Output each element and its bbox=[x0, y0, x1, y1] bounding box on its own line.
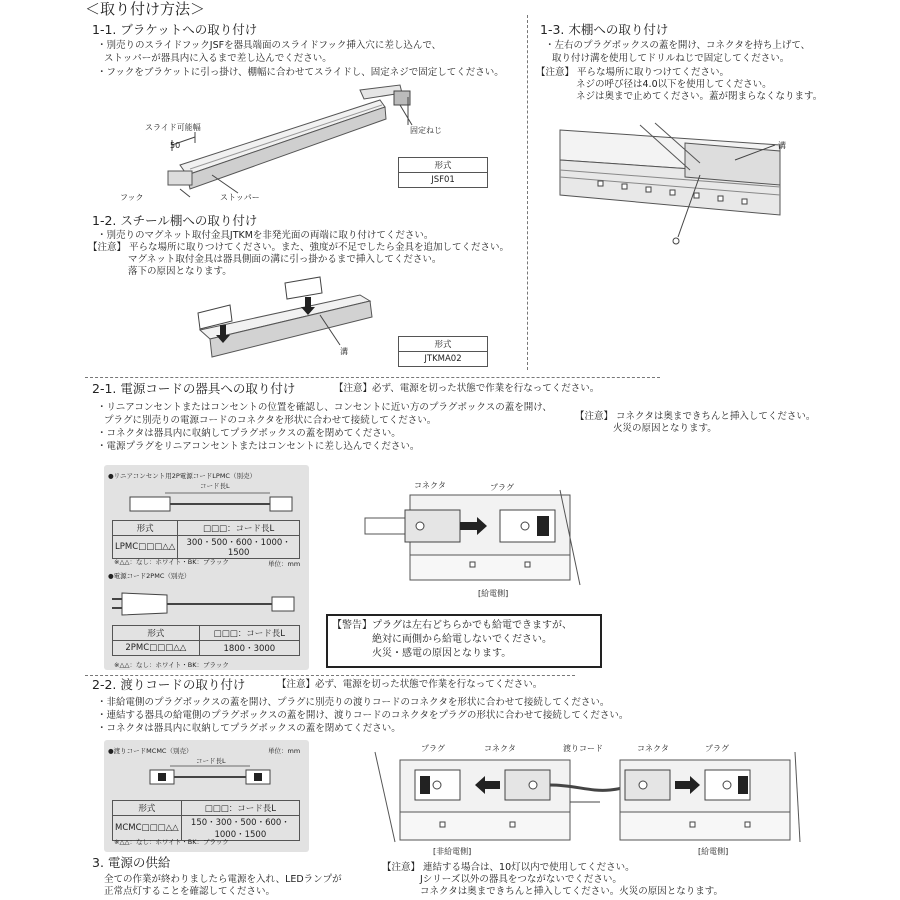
label-slide-width: スライド可能幅 bbox=[145, 123, 201, 132]
pmc-caption: ●電源コード2PMC（別売） bbox=[108, 572, 191, 580]
pmc-head-model: 形式 bbox=[113, 626, 200, 641]
label-plug-right: プラグ bbox=[705, 744, 729, 753]
lpmc-model: LPMC□□□△△ bbox=[113, 536, 178, 559]
label-stopper: ストッパー bbox=[220, 193, 260, 202]
section-2-2-line-1: ・非給電側のプラグボックスの蓋を開け、プラグに別売りの渡りコードのコネクタを形状に合わせて接続してください。 bbox=[97, 697, 610, 708]
section-1-1-line-2: ストッパーが器具内に入るまで差し込んでください。 bbox=[104, 53, 332, 64]
label-connector-2-1: コネクタ bbox=[414, 481, 446, 490]
section-2-1-title: 2-1. 電源コードの器具への取り付け bbox=[92, 381, 296, 396]
section-2-2-note-3: コネクタは奥まできちんと挿入してください。火災の原因となります。 bbox=[420, 886, 724, 897]
label-groove-1-3: 溝 bbox=[778, 141, 786, 150]
mcmc-spec-table bbox=[112, 800, 300, 841]
section-2-2-note-1: 【注意】 連結する場合は、10灯以内で使用してください。 bbox=[382, 862, 635, 873]
mcmc-head-model: 形式 bbox=[113, 801, 182, 816]
lpmc-lengths: 300・500・600・1000・1500 bbox=[178, 536, 300, 559]
jtkm-model-table bbox=[398, 336, 488, 367]
section-1-1-title: 1-1. ブラケットへの取り付け bbox=[92, 22, 258, 37]
section-2-2-line-2: ・連結する器具の給電側のプラグボックスの蓋を開け、渡りコードのコネクタをプラグの形状に合わせて接続してください。 bbox=[97, 710, 629, 721]
warning-line-1: 【警告】プラグは左右どちらかでも給電できますが、 bbox=[332, 620, 572, 631]
warning-line-3: 火災・感電の原因となります。 bbox=[372, 648, 512, 659]
section-2-1-side-note-1: 【注意】 コネクタは奥まできちんと挿入してください。 bbox=[575, 411, 816, 422]
section-1-2-note-1: 【注意】 平らな場所に取りつけてください。また、強度が不足でしたら金具を追加してください。 bbox=[88, 242, 510, 253]
label-fix-screw: 固定ねじ bbox=[410, 126, 442, 135]
section-2-2-note-2: Jシリーズ以外の器具をつながないでください。 bbox=[420, 874, 622, 885]
label-feed-side-2-2: [給電側] bbox=[698, 847, 729, 856]
lpmc-spec-table bbox=[112, 520, 300, 559]
section-2-1-line-1: ・リニアコンセントまたはコンセントの位置を確認し、コンセントに近い方のプラグボックスの蓋を開け、 bbox=[97, 402, 552, 413]
divider-horizontal-1 bbox=[85, 377, 660, 378]
section-2-2-line-3: ・コネクタは器具内に収納してプラグボックスの蓋を閉めてください。 bbox=[97, 723, 401, 734]
section-1-3-line-1: ・左右のプラグボックスの蓋を開け、コネクタを持ち上げて、 bbox=[545, 40, 811, 51]
label-hook: フック bbox=[120, 193, 144, 202]
lpmc-head-model: 形式 bbox=[113, 521, 178, 536]
model-head: 形式 bbox=[399, 337, 488, 352]
section-1-2-line-1: ・別売りのマグネット取付金具JTKMを非発光面の両端に取り付けてください。 bbox=[97, 230, 434, 241]
model-head: 形式 bbox=[399, 158, 488, 173]
section-1-1-line-3: ・フックをブラケットに引っ掛け、棚幅に合わせてスライドし、固定ネジで固定してください。 bbox=[97, 67, 504, 78]
mcmc-color-note: ※△△：なし：ホワイト・BK：ブラック bbox=[114, 838, 229, 846]
section-3-title: 3. 電源の供給 bbox=[92, 855, 171, 870]
label-crossover-cord: 渡りコード bbox=[563, 744, 603, 753]
section-1-3-title: 1-3. 木棚への取り付け bbox=[540, 22, 669, 37]
section-1-1-line-1: ・別売りのスライドフックJSFを器具端面のスライドフック挿入穴に差し込んで、 bbox=[97, 40, 442, 51]
lpmc-cord-drawing bbox=[120, 487, 300, 517]
pmc-model: 2PMC□□□△△ bbox=[113, 641, 200, 656]
lpmc-unit: 単位：mm bbox=[268, 560, 301, 568]
lpmc-caption: ●リニアコンセント用2P電源コードLPMC（別売） bbox=[108, 472, 256, 480]
warning-line-2: 絶対に両側から給電しないでください。 bbox=[372, 634, 552, 645]
jsf-model-table bbox=[398, 157, 488, 188]
page-title: ＜取り付け方法＞ bbox=[85, 0, 206, 18]
section-1-3-note-2: ネジの呼び径は4.0以下を使用してください。 bbox=[576, 79, 772, 90]
lpmc-head-length: □□□：コード長L bbox=[178, 521, 300, 536]
section-2-1-line-3: ・コネクタは器具内に収納してプラグボックスの蓋を閉めてください。 bbox=[97, 428, 401, 439]
label-50: 50 bbox=[170, 141, 181, 150]
pmc-lengths: 1800・3000 bbox=[199, 641, 299, 656]
label-plug-left: プラグ bbox=[421, 744, 445, 753]
wood-shelf-illustration bbox=[560, 115, 790, 255]
label-plug-2-1: プラグ bbox=[490, 483, 514, 492]
section-3-line-1: 全ての作業が終わりましたら電源を入れ、LEDランプが bbox=[104, 874, 342, 885]
section-2-1-line-2: プラグに別売りの電源コードのコネクタを形状に合わせて接続してください。 bbox=[104, 415, 437, 426]
mcmc-unit: 単位：mm bbox=[268, 747, 301, 755]
section-2-1-side-note-2: 火災の原因となります。 bbox=[613, 423, 717, 434]
mcmc-model: MCMC□□□△△ bbox=[113, 816, 182, 841]
lpmc-color-note: ※△△：なし：ホワイト・BK：ブラック bbox=[114, 558, 229, 566]
mcmc-cord-length: コード長L bbox=[196, 757, 226, 765]
crossover-illustration bbox=[375, 752, 805, 847]
label-groove-1-2: 溝 bbox=[340, 347, 348, 356]
section-1-3-note-3: ネジは奥まで止めてください。蓋が閉まらなくなります。 bbox=[576, 91, 823, 102]
model-value: JSF01 bbox=[399, 173, 488, 188]
label-connector-right: コネクタ bbox=[637, 744, 669, 753]
mcmc-head-length: □□□：コード長L bbox=[181, 801, 299, 816]
section-2-1-line-4: ・電源プラグをリニアコンセントまたはコンセントに差し込んでください。 bbox=[97, 441, 420, 452]
label-feed-side-2-1: [給電側] bbox=[478, 589, 509, 598]
bracket-illustration bbox=[150, 85, 450, 215]
label-non-feed-side: [非給電側] bbox=[433, 847, 472, 856]
section-2-2-title-note: 【注意】必ず、電源を切った状態で作業を行なってください。 bbox=[277, 679, 543, 690]
lpmc-cord-length: コード長L bbox=[200, 482, 230, 490]
section-2-1-title-note: 【注意】必ず、電源を切った状態で作業を行なってください。 bbox=[334, 383, 600, 394]
mcmc-lengths: 150・300・500・600・1000・1500 bbox=[181, 816, 299, 841]
mcmc-caption: ●渡りコードMCMC（別売） bbox=[108, 747, 193, 755]
section-1-2-title: 1-2. スチール棚への取り付け bbox=[92, 213, 258, 228]
divider-horizontal-2 bbox=[85, 675, 575, 676]
section-3-line-2: 正常点灯することを確認してください。 bbox=[104, 886, 276, 897]
pmc-head-length: □□□：コード長L bbox=[199, 626, 299, 641]
section-1-3-note-1: 【注意】 平らな場所に取りつけてください。 bbox=[536, 67, 730, 78]
label-connector-left: コネクタ bbox=[484, 744, 516, 753]
section-2-2-title: 2-2. 渡りコードの取り付け bbox=[92, 677, 246, 692]
model-value: JTKMA02 bbox=[399, 352, 488, 367]
steel-shelf-illustration bbox=[190, 275, 390, 370]
section-1-3-line-2: 取り付け溝を使用してドリルねじで固定してください。 bbox=[552, 53, 790, 64]
divider-vertical bbox=[527, 15, 528, 370]
pmc-cord-drawing bbox=[112, 583, 302, 623]
section-1-2-note-2: マグネット取付金具は器具側面の溝に引っ掛かるまで挿入してください。 bbox=[128, 254, 442, 265]
mcmc-cord-drawing bbox=[130, 762, 290, 792]
pmc-color-note: ※△△：なし：ホワイト・BK：ブラック bbox=[114, 661, 229, 669]
power-connector-illustration bbox=[365, 490, 585, 590]
section-1-2-note-3: 落下の原因となります。 bbox=[128, 266, 232, 277]
pmc-spec-table bbox=[112, 625, 300, 656]
